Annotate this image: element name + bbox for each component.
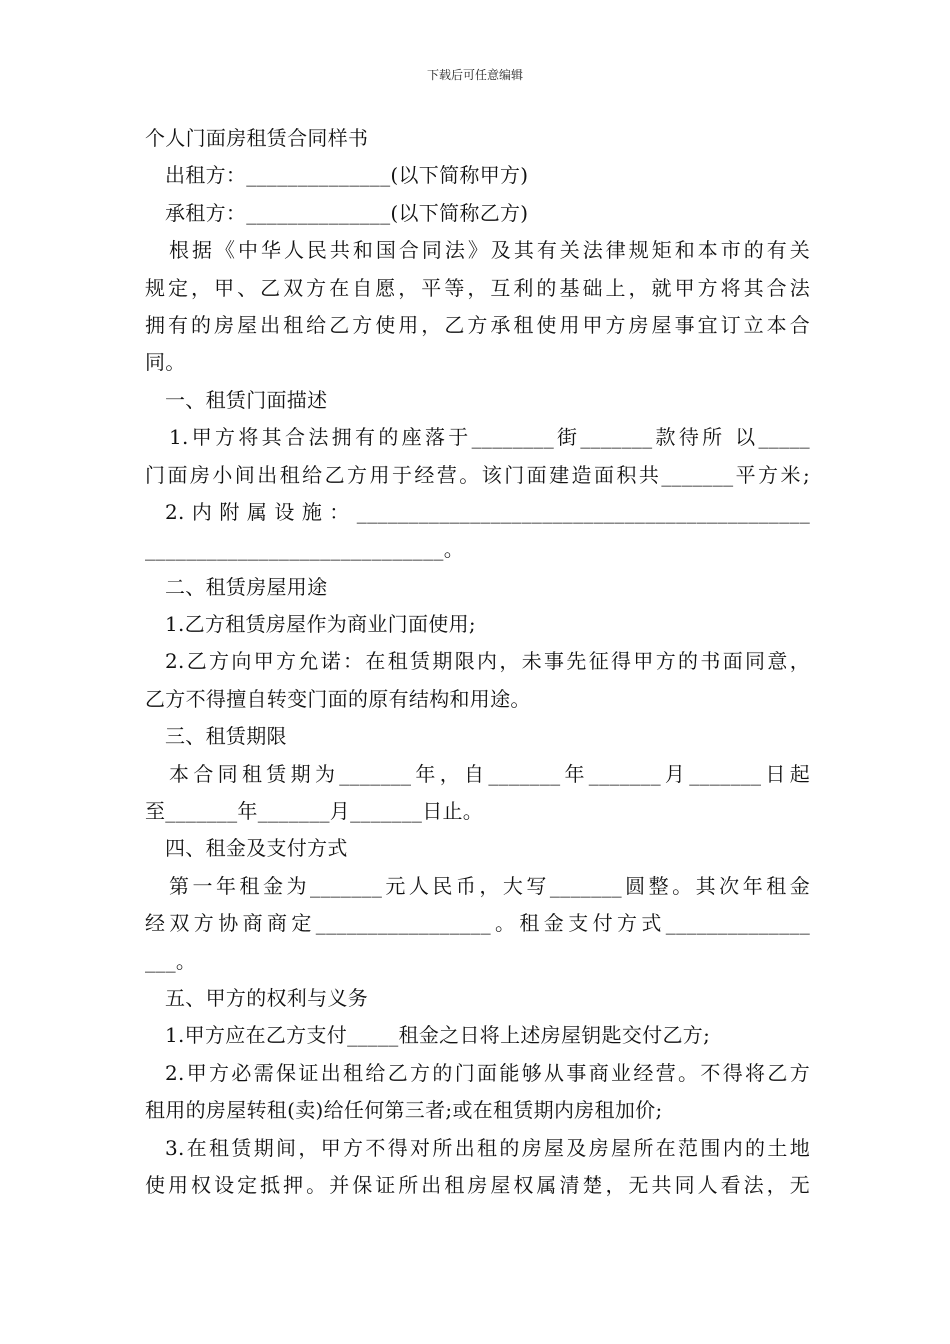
section-heading: 二、租赁房屋用途 [165, 574, 328, 599]
paragraph-line: 1.甲方将其合法拥有的座落于________街_______款待所 以_____ [169, 425, 810, 450]
paragraph-line: 2.内附属设施：____________________________________________ [165, 499, 810, 524]
paragraph-line: 同。 [145, 350, 186, 375]
section-heading: 五、甲方的权利与义务 [165, 985, 368, 1010]
paragraph-line: 使用权设定抵押。并保证所出租房屋权属清楚，无共同人看法，无 [145, 1172, 810, 1197]
section-heading: 一、租赁门面描述 [165, 387, 328, 412]
paragraph-line: 1.甲方应在乙方支付_____租金之日将上述房屋钥匙交付乙方; [165, 1023, 711, 1048]
lessee-line: 承租方：______________(以下简称乙方) [165, 200, 529, 225]
document-title: 个人门面房租赁合同样书 [145, 126, 369, 150]
paragraph-line: 2.乙方向甲方允诺：在租赁期限内，未事先征得甲方的书面同意， [165, 649, 810, 674]
paragraph-line: _____________________________。 [145, 537, 464, 562]
contract-body [145, 120, 810, 1204]
paragraph-line: 第一年租金为_______元人民币，大写_______圆整。其次年租金 [169, 873, 810, 898]
paragraph-line: 拥有的房屋出租给乙方使用，乙方承租使用甲方房屋事宜订立本合 [145, 312, 810, 337]
section-heading: 四、租金及支付方式 [165, 836, 348, 861]
section-heading: 三、租赁期限 [165, 724, 287, 749]
paragraph-line: 本合同租赁期为_______年，自_______年_______月_______日起 [169, 761, 810, 786]
paragraph-line: 根据《中华人民共和国合同法》及其有关法律规矩和本市的有关 [169, 238, 810, 263]
paragraph-line: 规定，甲、乙双方在自愿，平等，互利的基础上，就甲方将其合法 [145, 275, 810, 300]
paragraph-line: 门面房小间出租给乙方用于经营。该门面建造面积共_______平方米; [145, 462, 810, 487]
paragraph-line: 乙方不得擅自转变门面的原有结构和用途。 [145, 686, 531, 711]
paragraph-line: ___。 [145, 948, 197, 973]
lessor-line: 出租方：______________(以下简称甲方) [165, 163, 529, 188]
header-note: 下载后可任意编辑 [426, 68, 523, 82]
paragraph-line: 1.乙方租赁房屋作为商业门面使用; [165, 612, 476, 637]
paragraph-line: 租用的房屋转租(卖)给任何第三者;或在租赁期内房租加价; [145, 1098, 663, 1123]
paragraph-line: 2.甲方必需保证出租给乙方的门面能够从事商业经营。不得将乙方 [165, 1060, 810, 1085]
paragraph-line: 3.在租赁期间，甲方不得对所出租的房屋及房屋所在范围内的土地 [165, 1135, 810, 1160]
paragraph-line: 经双方协商商定_________________。租金支付方式______________ [145, 911, 810, 936]
paragraph-line: 至_______年_______月_______日止。 [145, 799, 484, 824]
